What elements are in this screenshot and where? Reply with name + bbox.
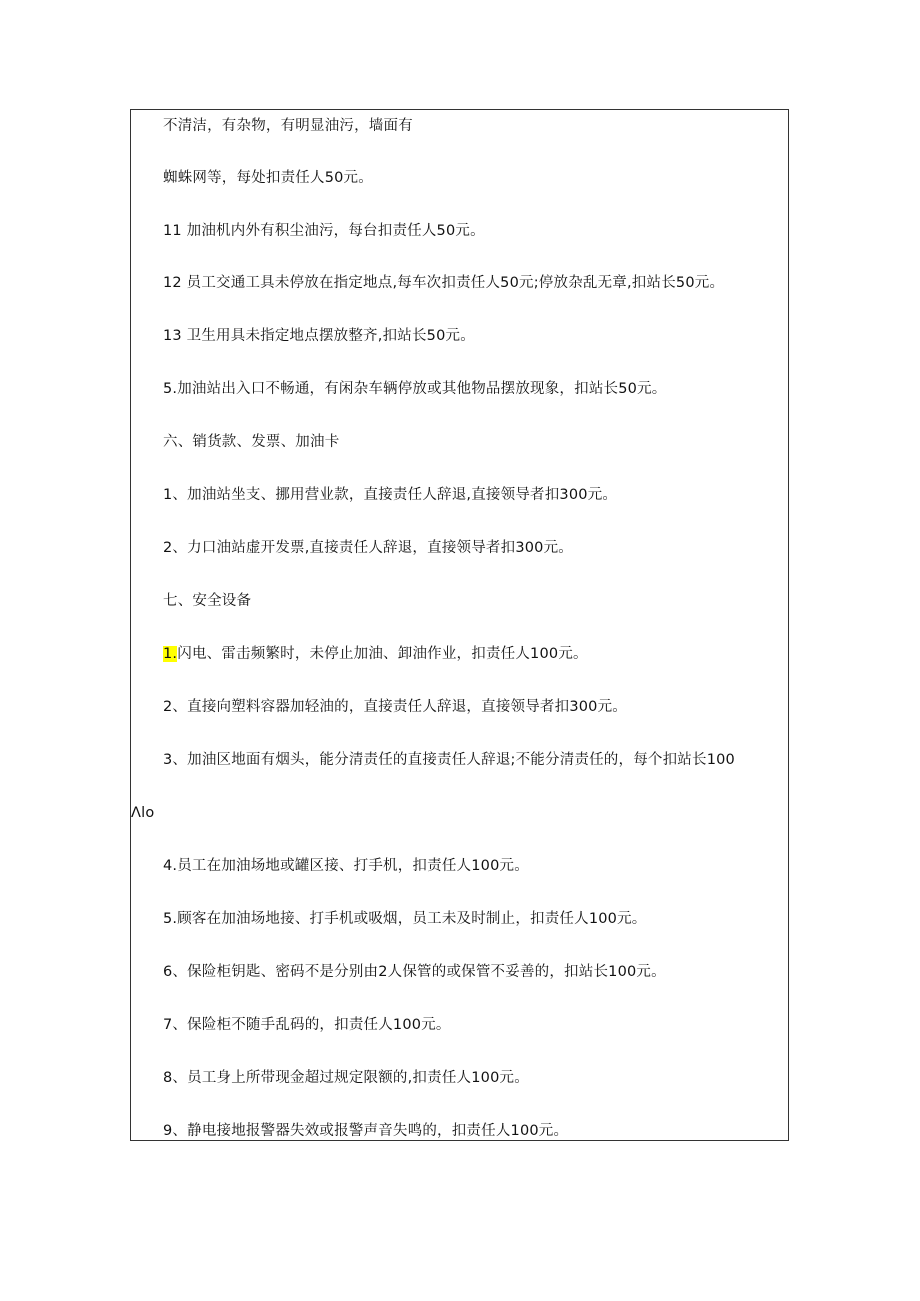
text-line-3: 11 加油机内外有积尘油污，每台扣责任人50元。 (163, 223, 485, 239)
section-heading-6: 六、销货款、发票、加油卡 (163, 434, 340, 450)
section-heading-7: 七、安全设备 (163, 593, 252, 609)
text-line-16: 5.顾客在加油场地接、打手机或吸烟，员工未及时制止，扣责任人100元。 (163, 911, 647, 927)
text-line-12: 2、直接向塑料容器加轻油的，直接责任人辞退，直接领导者扣300元。 (163, 699, 627, 715)
text-line-20: 9、静电接地报警器失效或报警声音失鸣的，扣责任人100元。 (163, 1123, 569, 1139)
text-line-9: 2、力口油站虚开发票,直接责任人辞退，直接领导者扣300元。 (163, 540, 574, 556)
text-line-1: 不清洁，有杂物，有明显油污，墙面有 (163, 118, 413, 134)
text-line-2: 蜘蛛网等，每处扣责任人50元。 (163, 170, 373, 186)
text-line-11-body: 闪电、雷击频繁时，未停止加油、卸油作业，扣责任人100元。 (177, 646, 588, 662)
document-frame (130, 109, 789, 1141)
text-line-15: 4.员工在加油场地或罐区接、打手机，扣责任人100元。 (163, 858, 529, 874)
text-line-8: 1、加油站坐支、挪用营业款，直接责任人辞退,直接领导者扣300元。 (163, 487, 618, 503)
text-line-5: 13 卫生用具未指定地点摆放整齐,扣站长50元。 (163, 328, 475, 344)
text-line-14: Λlo (131, 805, 155, 821)
text-line-6: 5.加油站出入口不畅通，有闲杂车辆停放或其他物品摆放现象，扣站长50元。 (163, 381, 667, 397)
text-line-19: 8、员工身上所带现金超过规定限额的,扣责任人100元。 (163, 1070, 529, 1086)
text-line-18: 7、保险柜不随手乱码的，扣责任人100元。 (163, 1017, 451, 1033)
text-line-13: 3、加油区地面有烟头，能分清责任的直接责任人辞退;不能分清责任的，每个扣站长100 (163, 752, 735, 768)
highlighted-number: 1. (163, 646, 178, 662)
text-line-17: 6、保险柜钥匙、密码不是分别由2人保管的或保管不妥善的，扣站长100元。 (163, 964, 666, 980)
text-line-4: 12 员工交通工具未停放在指定地点,每车次扣责任人50元;停放杂乱无章,扣站长50元。 (163, 275, 725, 291)
text-line-11 (163, 644, 588, 664)
